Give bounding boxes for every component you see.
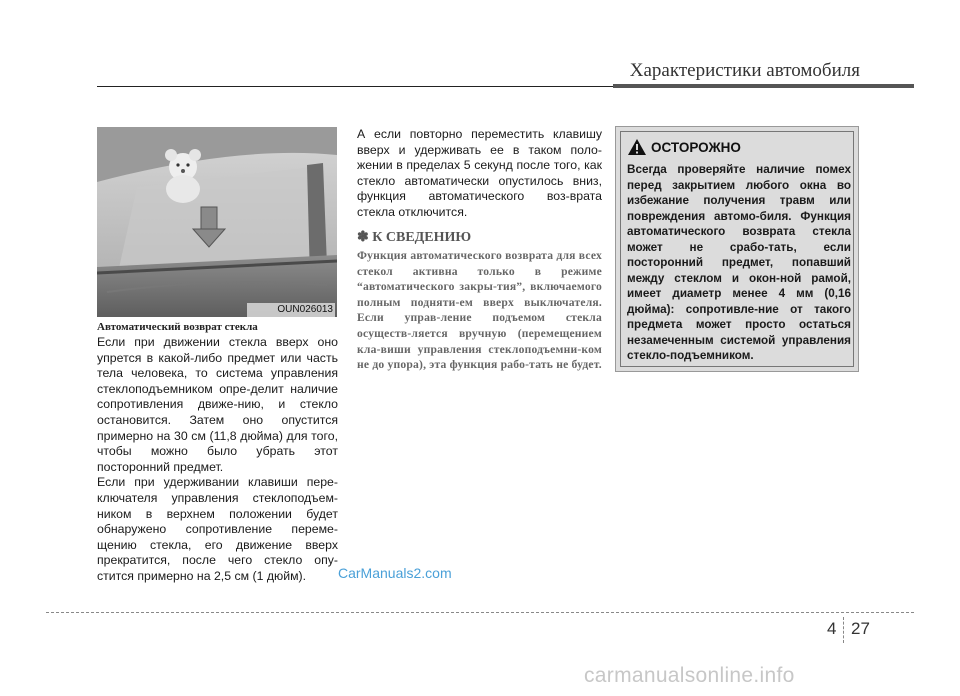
- page-number: 27: [851, 619, 870, 638]
- header-rule-accent: [613, 84, 914, 88]
- info-text: Функция автоматического возврата для всех стекол активна только в режиме “автоматического закры-тия”, включаемого полным подняти-ем вверх выключателя. Если управ-ление подъемом стекла осуществ-ляется вручную (перемещением кла-виши управления стеклоподъемни-ком не до упора), эта функция рабо-тать не будет.: [357, 249, 602, 372]
- paragraph-1: Если при движении стекла вверх оно упрется в какой-либо предмет или часть тела человека, то система управления стеклоподъемником опре-делит наличие сопротивления движе-нию, и стекло остановится. Затем оно опустится примерно на 30 см (11,8 дюйма) для того, чтобы можно было убрать этот посторонний предмет.: [97, 335, 338, 474]
- column-2-text: [357, 127, 602, 221]
- car-window-illustration: [97, 127, 337, 317]
- chapter-number: 4: [827, 619, 837, 638]
- site-mark: carmanualsonline.info: [584, 664, 795, 687]
- header-title: Характеристики автомобиля: [629, 60, 860, 81]
- page-number-separator: [843, 617, 844, 643]
- footer-rule: [46, 612, 914, 613]
- section-heading: Автоматический возврат стекла: [97, 321, 258, 333]
- warning-title: ОСТОРОЖНО: [651, 139, 741, 155]
- warning-title-row: [627, 138, 741, 156]
- photo-caption: OUN026013: [277, 304, 333, 315]
- warning-box: [615, 126, 859, 372]
- paragraph-2: Если при удерживании клавиши пере-ключателя управления стеклоподъем-ником в верхнем положении будет обнаружено сопротивление переме-щению стекла, его движение вверх прекратится, после чего стекло опу-стится примерно на 2,5 см (1 дюйм).: [97, 475, 338, 583]
- column-1-text: [97, 335, 338, 585]
- warning-triangle-icon: [627, 138, 647, 156]
- info-heading: ✽ К СВЕДЕНИЮ: [357, 230, 472, 245]
- warning-text: Всегда проверяйте наличие помех перед закрытием любого окна во избежание получения травм или повреждения автомо-биля. Функция автоматического возврата стекла может не срабо-тать, если посторонний предмет, попавший между стеклом и окон-ной рамой, имеет диаметр менее 4 мм (0,16 дюйма): сопротивле-ние от такого предмета может просто остаться незамеченным системой управления стекло-подъемником.: [627, 163, 851, 362]
- paragraph-3: А если повторно переместить клавишу вверх и удерживать ее в таком поло-жении в пределах 5 секунд после того, как стекло автоматически опустилось вниз, функция автоматического воз-врата стекла отключится.: [357, 127, 602, 219]
- header-rule: [97, 86, 613, 87]
- window-photo: [97, 127, 337, 317]
- watermark: CarManuals2.com: [338, 565, 452, 581]
